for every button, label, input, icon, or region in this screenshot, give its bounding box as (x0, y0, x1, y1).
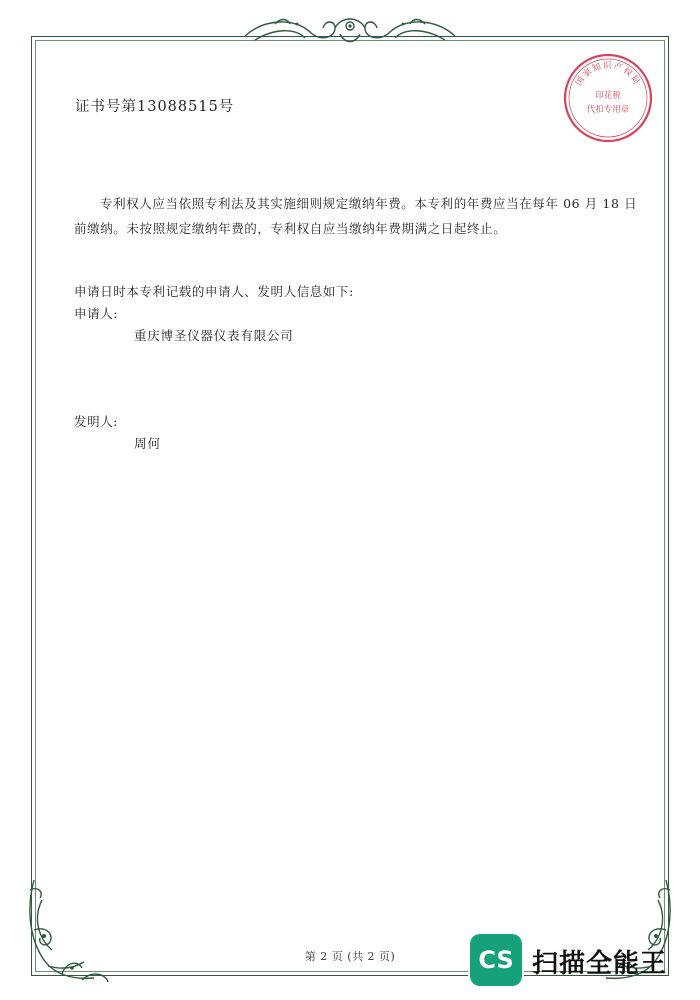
top-ornament (235, 14, 465, 54)
applicant-label: 申请人: (74, 306, 119, 321)
page-number: 第 2 页 (共 2 页) (304, 950, 396, 963)
inventor-label: 发明人: (74, 414, 119, 429)
seal-center-line-1: 印花税 (595, 91, 621, 101)
bottom-left-ornament (22, 870, 112, 990)
inner-border (35, 40, 665, 972)
annual-fee-paragraph (74, 191, 638, 241)
camscanner-watermark-text: 扫描全能王 (532, 949, 668, 979)
paragraph-line-1: 专利权人应当依照专利法及其实施细则规定缴纳年费。本专利的年费应当在每年 06 月 18 日 (100, 196, 638, 211)
inventor-name: 周何 (134, 436, 162, 451)
seal-center-line-2: 代扣专用章 (586, 105, 630, 115)
info-intro: 申请日时本专利记载的申请人、发明人信息如下: (74, 284, 354, 299)
paragraph-line-2: 前缴纳。未按照规定缴纳年费的，专利权自应当缴纳年费期满之日起终止。 (74, 221, 507, 236)
certificate-number: 证书号第13088515号 (75, 99, 235, 115)
seal-ring-text: 国家知识产权局 (574, 61, 642, 88)
applicant-name: 重庆博圣仪器仪表有限公司 (134, 328, 294, 343)
svg-text:国家知识产权局 (574, 60, 642, 88)
camscanner-logo-icon: CS (470, 934, 522, 986)
official-seal (562, 52, 654, 144)
